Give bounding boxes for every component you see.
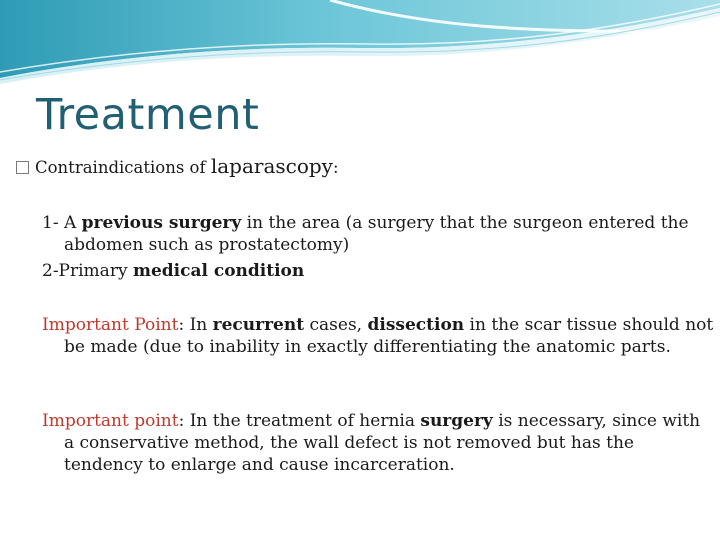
note-bold-text: dissection	[367, 315, 465, 335]
item-bold-text: previous surgery	[81, 213, 242, 233]
heading-prefix: Contraindications of	[35, 158, 206, 177]
note-label: Important Point	[42, 315, 179, 335]
item-text: 2-Primary	[42, 261, 133, 281]
note-text: In	[184, 315, 213, 335]
note-bold-text: recurrent	[212, 315, 305, 335]
note-text: In the treatment of hernia	[184, 411, 421, 431]
item-text: in the area (a surgery that the surgeon entered the abdomen such as prostatectomy)	[64, 213, 689, 255]
checkbox-bullet-icon	[16, 161, 29, 174]
note-label: Important point	[42, 411, 179, 431]
heading-emphasis: laparascopy	[210, 154, 333, 178]
item-text: 1- A	[42, 213, 82, 233]
note-colon: :	[178, 315, 185, 335]
important-point-note	[42, 314, 714, 358]
note-bold-text: surgery	[420, 411, 493, 431]
note-text: in the scar tissue should not be made (due to inability in exactly differentiating the anatomic parts.	[64, 315, 714, 357]
slide-title: Treatment	[36, 90, 260, 140]
important-point-note	[42, 410, 714, 476]
note-colon: :	[178, 411, 185, 431]
list-item	[42, 212, 714, 256]
note-text: cases,	[304, 315, 368, 335]
item-bold-text: medical condition	[132, 261, 305, 281]
header-wave-decoration	[0, 0, 720, 90]
list-item	[42, 260, 714, 282]
heading-suffix: :	[332, 158, 339, 177]
note-text: is necessary, since with a conservative method, the wall defect is not removed but has the tendency to enlarge and cause incarceration.	[64, 411, 701, 475]
contraindications-heading	[16, 154, 339, 178]
